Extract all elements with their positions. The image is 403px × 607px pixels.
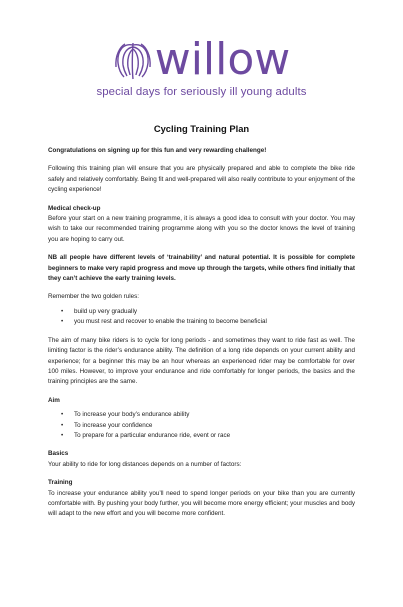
brand-tagline: special days for seriously ill young adults bbox=[96, 86, 307, 98]
golden-rules-intro: Remember the two golden rules: bbox=[48, 293, 140, 301]
training-paragraph: To increase your endurance ability you’ll need to spend longer periods on your bike than you are currently comfortable with. By pushing your body further, you will become more energy efficient; your muscles and body will adapt to the new effort and you will become more confident. bbox=[48, 489, 355, 518]
basics-paragraph: Your ability to ride for long distances depends on a number of factors: bbox=[48, 460, 242, 468]
aim-paragraph: The aim of many bike riders is to cycle for long periods - and sometimes they want to ride fast as well. The limiting factor is the rider’s endurance ability. The definition of a long ride depends on your current ability and experience; for a beginner this may be an hour whereas an experienced rider may be comfortable for over 100 miles. However, to improve your endurance and ride comfortably for longer periods, the basics and the training principles are the same. bbox=[48, 336, 355, 386]
nb-paragraph: NB all people have different levels of ‘trainability’ and natural potential. It is possible for complete beginners to make very rapid progress and move up through the targets, while others find initially that they can’t achieve the early training levels. bbox=[48, 254, 355, 283]
aim-heading: Aim bbox=[48, 396, 60, 404]
golden-rules-list bbox=[48, 307, 355, 328]
willow-logo bbox=[48, 34, 355, 85]
medical-paragraph: Before your start on a new training programme, it is always a good idea to consult with your doctor. You may wish to take our recommended training programme along with you so the doctor knows the level of training you are hoping to carry out. bbox=[48, 215, 355, 243]
aim-list bbox=[48, 410, 355, 441]
list-item: • build up very gradually bbox=[48, 307, 355, 317]
medical-heading: Medical check-up bbox=[48, 204, 101, 212]
list-item: • To increase your body’s endurance ability bbox=[48, 410, 355, 420]
document-body bbox=[48, 146, 355, 520]
page-title: Cycling Training Plan bbox=[153, 123, 250, 134]
basics-heading: Basics bbox=[48, 450, 69, 458]
brand-wordmark: willow bbox=[154, 34, 291, 85]
list-item: • you must rest and recover to enable the training to become beneficial bbox=[48, 317, 355, 327]
list-item: • To prepare for a particular endurance ride, event or race bbox=[48, 431, 355, 441]
list-item: • To increase your confidence bbox=[48, 421, 355, 431]
training-heading: Training bbox=[48, 479, 73, 487]
intro-paragraph: Following this training plan will ensure that you are physically prepared and able to complete the bike ride safely and relatively comfortably. Being fit and well-prepared will also really contribute to your enjoyment of the cycling experience! bbox=[48, 165, 355, 194]
intro-heading: Congratulations on signing up for this fun and very rewarding challenge! bbox=[48, 147, 267, 154]
document-page bbox=[0, 34, 403, 607]
willow-tree-icon bbox=[113, 39, 153, 81]
